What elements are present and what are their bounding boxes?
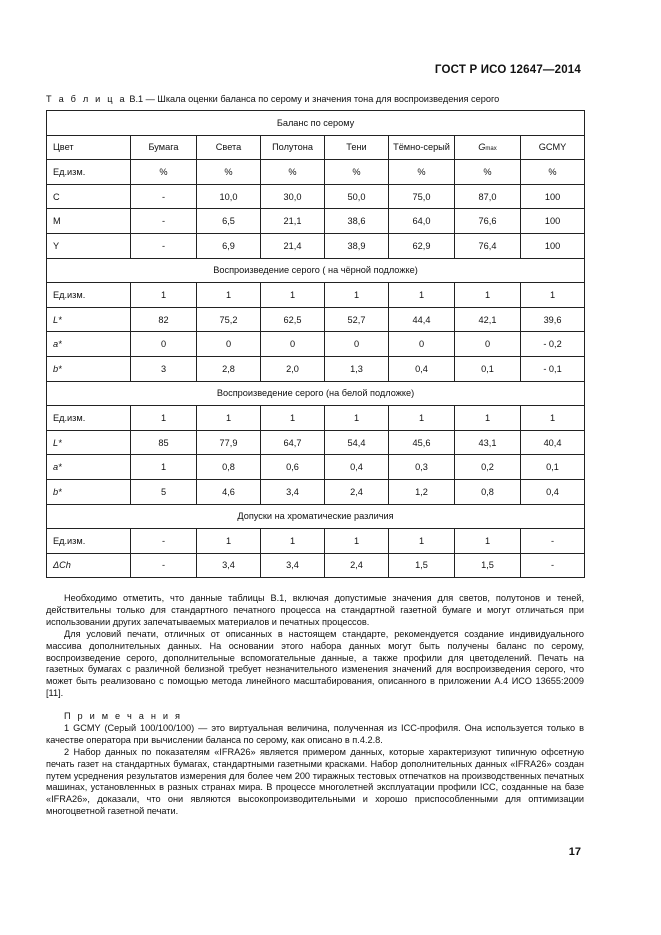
table-row	[47, 307, 585, 332]
column-header: Цвет	[47, 135, 131, 160]
note-2: 2 Набор данных по показателям «IFRA26» является примером данных, которые характеризуют типичную офсетную печать газет на стандартных бумагах, стандартными газетными красками. Набор дополнительных данных «IFRA26» создан путем усреднения результатов измерения для более чем 200 тиражных тестовых отпечатков на производственных печатных машинах, установленных в разных странах мира. В процессе многолетней эксплуатации профили ICC, созданные на базе «IFRA26», доказали, что они являются высокопроизводительными и хорошо приспособленными для оптимизации многоцветной газетной печати.	[46, 746, 584, 817]
row-label: Y	[47, 233, 131, 258]
table-cell: 54,4	[325, 430, 389, 455]
table-row	[47, 283, 585, 308]
table-cell: 64,7	[261, 430, 325, 455]
table-cell: 0,6	[261, 455, 325, 480]
table-cell: 40,4	[521, 430, 585, 455]
table-cell: 77,9	[197, 430, 261, 455]
table-cell: 0	[325, 332, 389, 357]
column-header: GCMY	[521, 135, 585, 160]
table-cell: 1	[261, 283, 325, 308]
table-cell: 1,3	[325, 356, 389, 381]
table-cell: %	[325, 160, 389, 185]
table-cell: 0,8	[455, 479, 521, 504]
gmax-subscript: max	[485, 146, 497, 153]
table-cell: 0,3	[389, 455, 455, 480]
table-row	[47, 406, 585, 431]
table-cell: 39,6	[521, 307, 585, 332]
table-cell: 42,1	[455, 307, 521, 332]
table-cell: 45,6	[389, 430, 455, 455]
table-cell: 2,8	[197, 356, 261, 381]
table-cell: 1	[325, 406, 389, 431]
table-row	[47, 479, 585, 504]
table-row	[47, 430, 585, 455]
section-title: Баланс по серому	[47, 111, 585, 136]
table-cell: 1	[455, 529, 521, 554]
table-cell: 6,9	[197, 233, 261, 258]
section-row	[47, 258, 585, 283]
row-label: M	[47, 209, 131, 234]
table-cell: 1	[197, 529, 261, 554]
table-cell: 0,1	[455, 356, 521, 381]
table-cell: 1	[389, 283, 455, 308]
table-cell: -	[131, 184, 197, 209]
column-header: Тёмно-серый	[389, 135, 455, 160]
table-cell: 0	[131, 332, 197, 357]
column-header: Света	[197, 135, 261, 160]
table-cell: -	[521, 529, 585, 554]
table-cell: 1	[197, 406, 261, 431]
table-cell: 1	[389, 406, 455, 431]
table-row	[47, 160, 585, 185]
column-header: Тени	[325, 135, 389, 160]
caption-prefix: Т а б л и ц а	[46, 94, 127, 104]
table-cell: -	[131, 233, 197, 258]
table-cell: 1,2	[389, 479, 455, 504]
row-label: Ед.изм.	[47, 406, 131, 431]
gmax-letter: G	[478, 142, 486, 153]
table-cell: 1,5	[389, 553, 455, 578]
table-cell: -	[131, 529, 197, 554]
table-cell: 75,2	[197, 307, 261, 332]
table-cell: 62,5	[261, 307, 325, 332]
table-cell: 1	[261, 529, 325, 554]
table-row	[47, 356, 585, 381]
table-cell: 3,4	[261, 553, 325, 578]
row-label: Ед.изм.	[47, 160, 131, 185]
notes-heading: П р и м е ч а н и я	[64, 711, 183, 721]
section-title: Воспроизведение серого (на белой подложке)	[47, 381, 585, 406]
section-row	[47, 504, 585, 529]
table-cell: %	[521, 160, 585, 185]
table-cell: 0,4	[521, 479, 585, 504]
table-cell: 1	[261, 406, 325, 431]
row-label: b*	[47, 479, 131, 504]
table-cell: - 0,1	[521, 356, 585, 381]
table-cell: 0,1	[521, 455, 585, 480]
table-caption	[46, 94, 499, 104]
table-cell: 1	[455, 406, 521, 431]
table-cell: 64,0	[389, 209, 455, 234]
table-cell: 21,4	[261, 233, 325, 258]
table-cell: 10,0	[197, 184, 261, 209]
gray-balance-table	[46, 110, 585, 578]
table-cell: 0,2	[455, 455, 521, 480]
table-cell: 0	[197, 332, 261, 357]
section-title: Допуски на хроматические различия	[47, 504, 585, 529]
table-cell: 1	[389, 529, 455, 554]
row-label: Ед.изм.	[47, 283, 131, 308]
row-label: b*	[47, 356, 131, 381]
table-cell: 3,4	[197, 553, 261, 578]
table-cell: 76,4	[455, 233, 521, 258]
table-row	[47, 455, 585, 480]
table-cell: 100	[521, 209, 585, 234]
page-number: 17	[568, 846, 581, 858]
row-label: L*	[47, 307, 131, 332]
header-row	[47, 135, 585, 160]
table-cell: 1	[131, 283, 197, 308]
table-cell: 3,4	[261, 479, 325, 504]
table-cell: 5	[131, 479, 197, 504]
table-cell: 2,4	[325, 553, 389, 578]
section-title: Воспроизведение серого ( на чёрной подложке)	[47, 258, 585, 283]
column-header: Полутона	[261, 135, 325, 160]
notes	[46, 711, 584, 818]
body-paragraphs	[46, 593, 584, 700]
table-cell: 1	[521, 406, 585, 431]
table-cell: 0	[389, 332, 455, 357]
paragraph-2: Для условий печати, отличных от описанных в настоящем стандарте, рекомендуется создание индивидуального массива дополнительных данных. На основании этого набора данных могут быть получены баланс по серому, воспроизведение серого, дополнительные вспомогательные данные, а также профили для цветоделений. Печать на газетных бумагах с различной белизной требует незначительного изменения значений для воспроизведения серого, что может быть реализовано с помощью метода линейного масштабирования, описанного в приложении А.4 ИСО 13655:2009 [11].	[46, 628, 584, 699]
column-header	[455, 135, 521, 160]
table-cell: -	[521, 553, 585, 578]
table-cell: 75,0	[389, 184, 455, 209]
table-cell: %	[389, 160, 455, 185]
table-cell: 38,6	[325, 209, 389, 234]
row-label: Ед.изм.	[47, 529, 131, 554]
table-row	[47, 529, 585, 554]
table-cell: 1,5	[455, 553, 521, 578]
table-cell: 2,4	[325, 479, 389, 504]
table-cell: 3	[131, 356, 197, 381]
table-cell: 85	[131, 430, 197, 455]
table-cell: - 0,2	[521, 332, 585, 357]
table-cell: 1	[455, 283, 521, 308]
standard-code: ГОСТ Р ИСО 12647—2014	[434, 64, 581, 76]
table-cell: 0,8	[197, 455, 261, 480]
table-cell: 52,7	[325, 307, 389, 332]
table-cell: -	[131, 553, 197, 578]
table-cell: 1	[131, 455, 197, 480]
table-cell: 1	[197, 283, 261, 308]
table-row	[47, 332, 585, 357]
table-cell: 0	[455, 332, 521, 357]
table-cell: 0	[261, 332, 325, 357]
table-cell: 4,6	[197, 479, 261, 504]
column-header: Бумага	[131, 135, 197, 160]
table-cell: 0,4	[325, 455, 389, 480]
table-cell: %	[197, 160, 261, 185]
note-1: 1 GCMY (Серый 100/100/100) — это виртуальная величина, полученная из ICC-профиля. Она используется только в качестве оператора при вычислении баланса по серому, как описано в п.4.2.8.	[46, 722, 584, 745]
caption-text: В.1 — Шкала оценки баланса по серому и значения тона для воспроизведения серого	[126, 94, 500, 104]
section-row	[47, 111, 585, 136]
table-cell: 2,0	[261, 356, 325, 381]
table-cell: 43,1	[455, 430, 521, 455]
paragraph-1: Необходимо отметить, что данные таблицы В.1, включая допустимые значения для светов, полутонов и теней, действительны только для стандартного печатного процесса на стандартной газетной бумаге и могут отличаться при использовании других запечатываемых материалов и печатных процессов.	[46, 593, 584, 627]
table-cell: 38,9	[325, 233, 389, 258]
table-cell: 44,4	[389, 307, 455, 332]
table-cell: 0,4	[389, 356, 455, 381]
table-cell: %	[455, 160, 521, 185]
table-cell: -	[131, 209, 197, 234]
row-label: ΔCh	[47, 553, 131, 578]
table-cell: 6,5	[197, 209, 261, 234]
row-label: C	[47, 184, 131, 209]
table-cell: 100	[521, 233, 585, 258]
table-cell: 76,6	[455, 209, 521, 234]
row-label: a*	[47, 455, 131, 480]
table-row	[47, 209, 585, 234]
table-cell: 87,0	[455, 184, 521, 209]
table-cell: 100	[521, 184, 585, 209]
table-row	[47, 553, 585, 578]
table-cell: 82	[131, 307, 197, 332]
row-label: a*	[47, 332, 131, 357]
table-cell: 1	[325, 283, 389, 308]
row-label: L*	[47, 430, 131, 455]
table-cell: 50,0	[325, 184, 389, 209]
table-cell: 1	[131, 406, 197, 431]
table-cell: 62,9	[389, 233, 455, 258]
table-cell: %	[261, 160, 325, 185]
table-cell: 21,1	[261, 209, 325, 234]
table-row	[47, 233, 585, 258]
table-row	[47, 184, 585, 209]
table-cell: 30,0	[261, 184, 325, 209]
table-cell: 1	[521, 283, 585, 308]
table-cell: 1	[325, 529, 389, 554]
section-row	[47, 381, 585, 406]
table-cell: %	[131, 160, 197, 185]
